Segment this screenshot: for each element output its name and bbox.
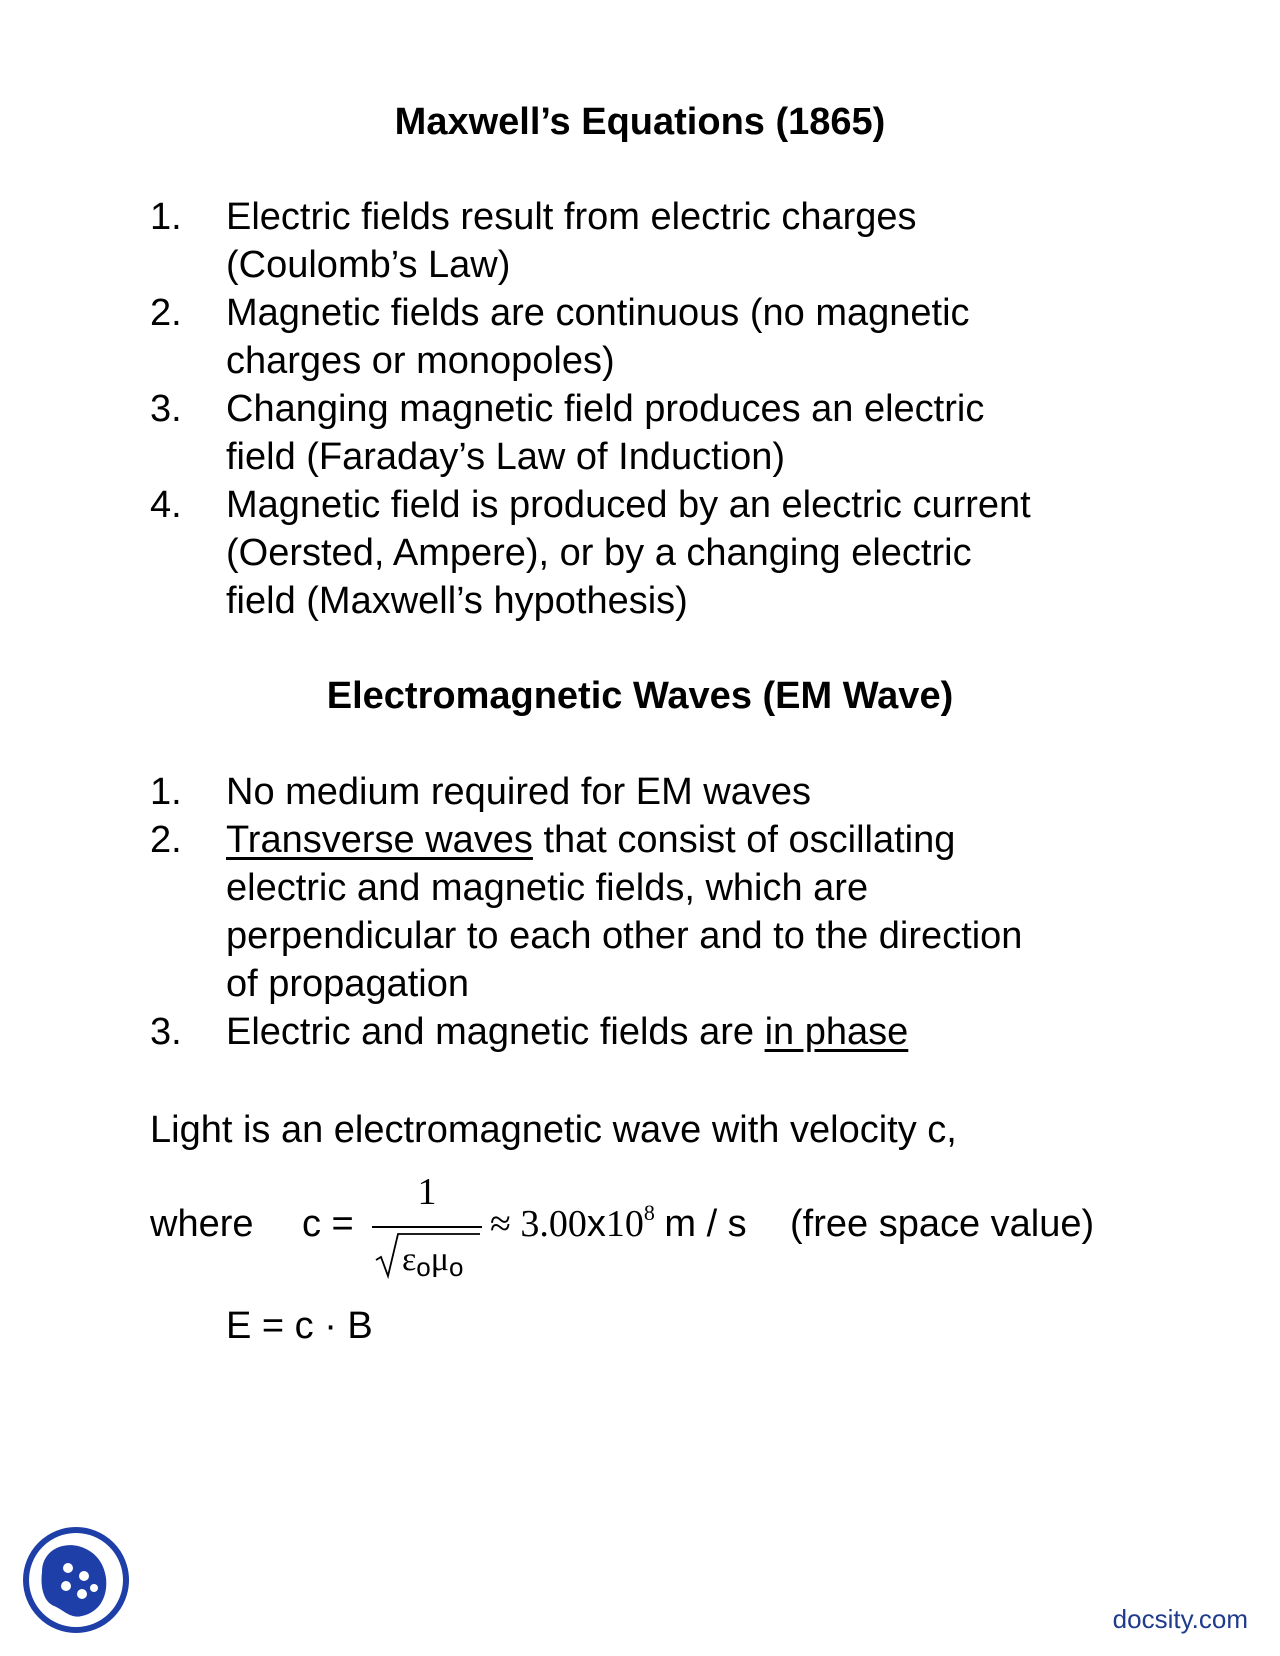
item-text-line: Electric fields result from electric charges xyxy=(226,196,917,238)
unit: m / s xyxy=(664,1203,747,1245)
docsity-footer-link[interactable]: docsity.com xyxy=(1112,1604,1248,1634)
power-base: 10 xyxy=(605,1203,644,1245)
list-item xyxy=(150,193,1130,289)
list-item xyxy=(150,1008,1130,1056)
item-text-line: No medium required for EM waves xyxy=(226,771,811,813)
item-text-line: (Coulomb’s Law) xyxy=(226,244,511,286)
denominator-text: εoμo xyxy=(402,1241,464,1282)
where-label: where xyxy=(150,1203,254,1245)
item-text-line: charges or monopoles) xyxy=(226,340,615,382)
e-equals-cb-relation: E = c · B xyxy=(226,1305,373,1347)
mantissa: 3.00 xyxy=(520,1203,587,1245)
approximate-value xyxy=(490,1200,747,1248)
item-number: 3. xyxy=(150,1011,182,1053)
maxwell-equations-title: Maxwell’s Equations (1865) xyxy=(394,101,886,143)
item-number: 2. xyxy=(150,292,182,334)
list-item xyxy=(150,481,1130,625)
item-number: 3. xyxy=(150,388,182,430)
item-number: 1. xyxy=(150,771,182,813)
fraction-denominator-sqrt xyxy=(372,1230,482,1282)
speed-of-light-formula xyxy=(150,1170,1150,1280)
approx-symbol: ≈ xyxy=(490,1203,511,1245)
times-symbol: x xyxy=(586,1203,606,1245)
list-item xyxy=(150,768,1130,816)
maxwell-equations-list xyxy=(150,193,1130,625)
item-text-line: perpendicular to each other and to the direction xyxy=(226,915,1023,957)
fraction xyxy=(372,1170,482,1280)
item-text-line: Electric and magnetic fields are xyxy=(226,1011,765,1053)
list-item xyxy=(150,816,1130,1008)
docsity-logo-icon xyxy=(20,1524,132,1636)
light-sentence: Light is an electromagnetic wave with velocity c, xyxy=(150,1109,957,1151)
item-text-line: Magnetic fields are continuous (no magnetic xyxy=(226,292,970,334)
fraction-numerator: 1 xyxy=(417,1171,437,1213)
em-waves-title: Electromagnetic Waves (EM Wave) xyxy=(326,675,954,717)
item-number: 4. xyxy=(150,484,182,526)
item-number: 1. xyxy=(150,196,182,238)
item-text-line: field (Maxwell’s hypothesis) xyxy=(226,580,688,622)
list-item xyxy=(150,289,1130,385)
fraction-bar xyxy=(372,1226,482,1228)
c-equals: c = xyxy=(302,1203,354,1245)
item-text-line: (Oersted, Ampere), or by a changing electric xyxy=(226,532,972,574)
power-exponent: 8 xyxy=(643,1200,655,1225)
item-number: 2. xyxy=(150,819,182,861)
item-text-line: electric and magnetic fields, which are xyxy=(226,867,869,909)
item-text-line: of propagation xyxy=(226,963,469,1005)
underlined-term-in-phase: in phase xyxy=(764,1011,909,1053)
item-text-line: field (Faraday’s Law of Induction) xyxy=(226,436,786,478)
underlined-term-transverse-waves: Transverse waves xyxy=(226,819,533,861)
free-space-note: (free space value) xyxy=(790,1203,1095,1245)
em-waves-list xyxy=(150,768,1130,1056)
item-text-line: Changing magnetic field produces an electric xyxy=(226,388,985,430)
list-item xyxy=(150,385,1130,481)
item-text-line: Magnetic field is produced by an electric current xyxy=(226,484,1031,526)
item-text-line: that consist of oscillating xyxy=(532,819,956,861)
